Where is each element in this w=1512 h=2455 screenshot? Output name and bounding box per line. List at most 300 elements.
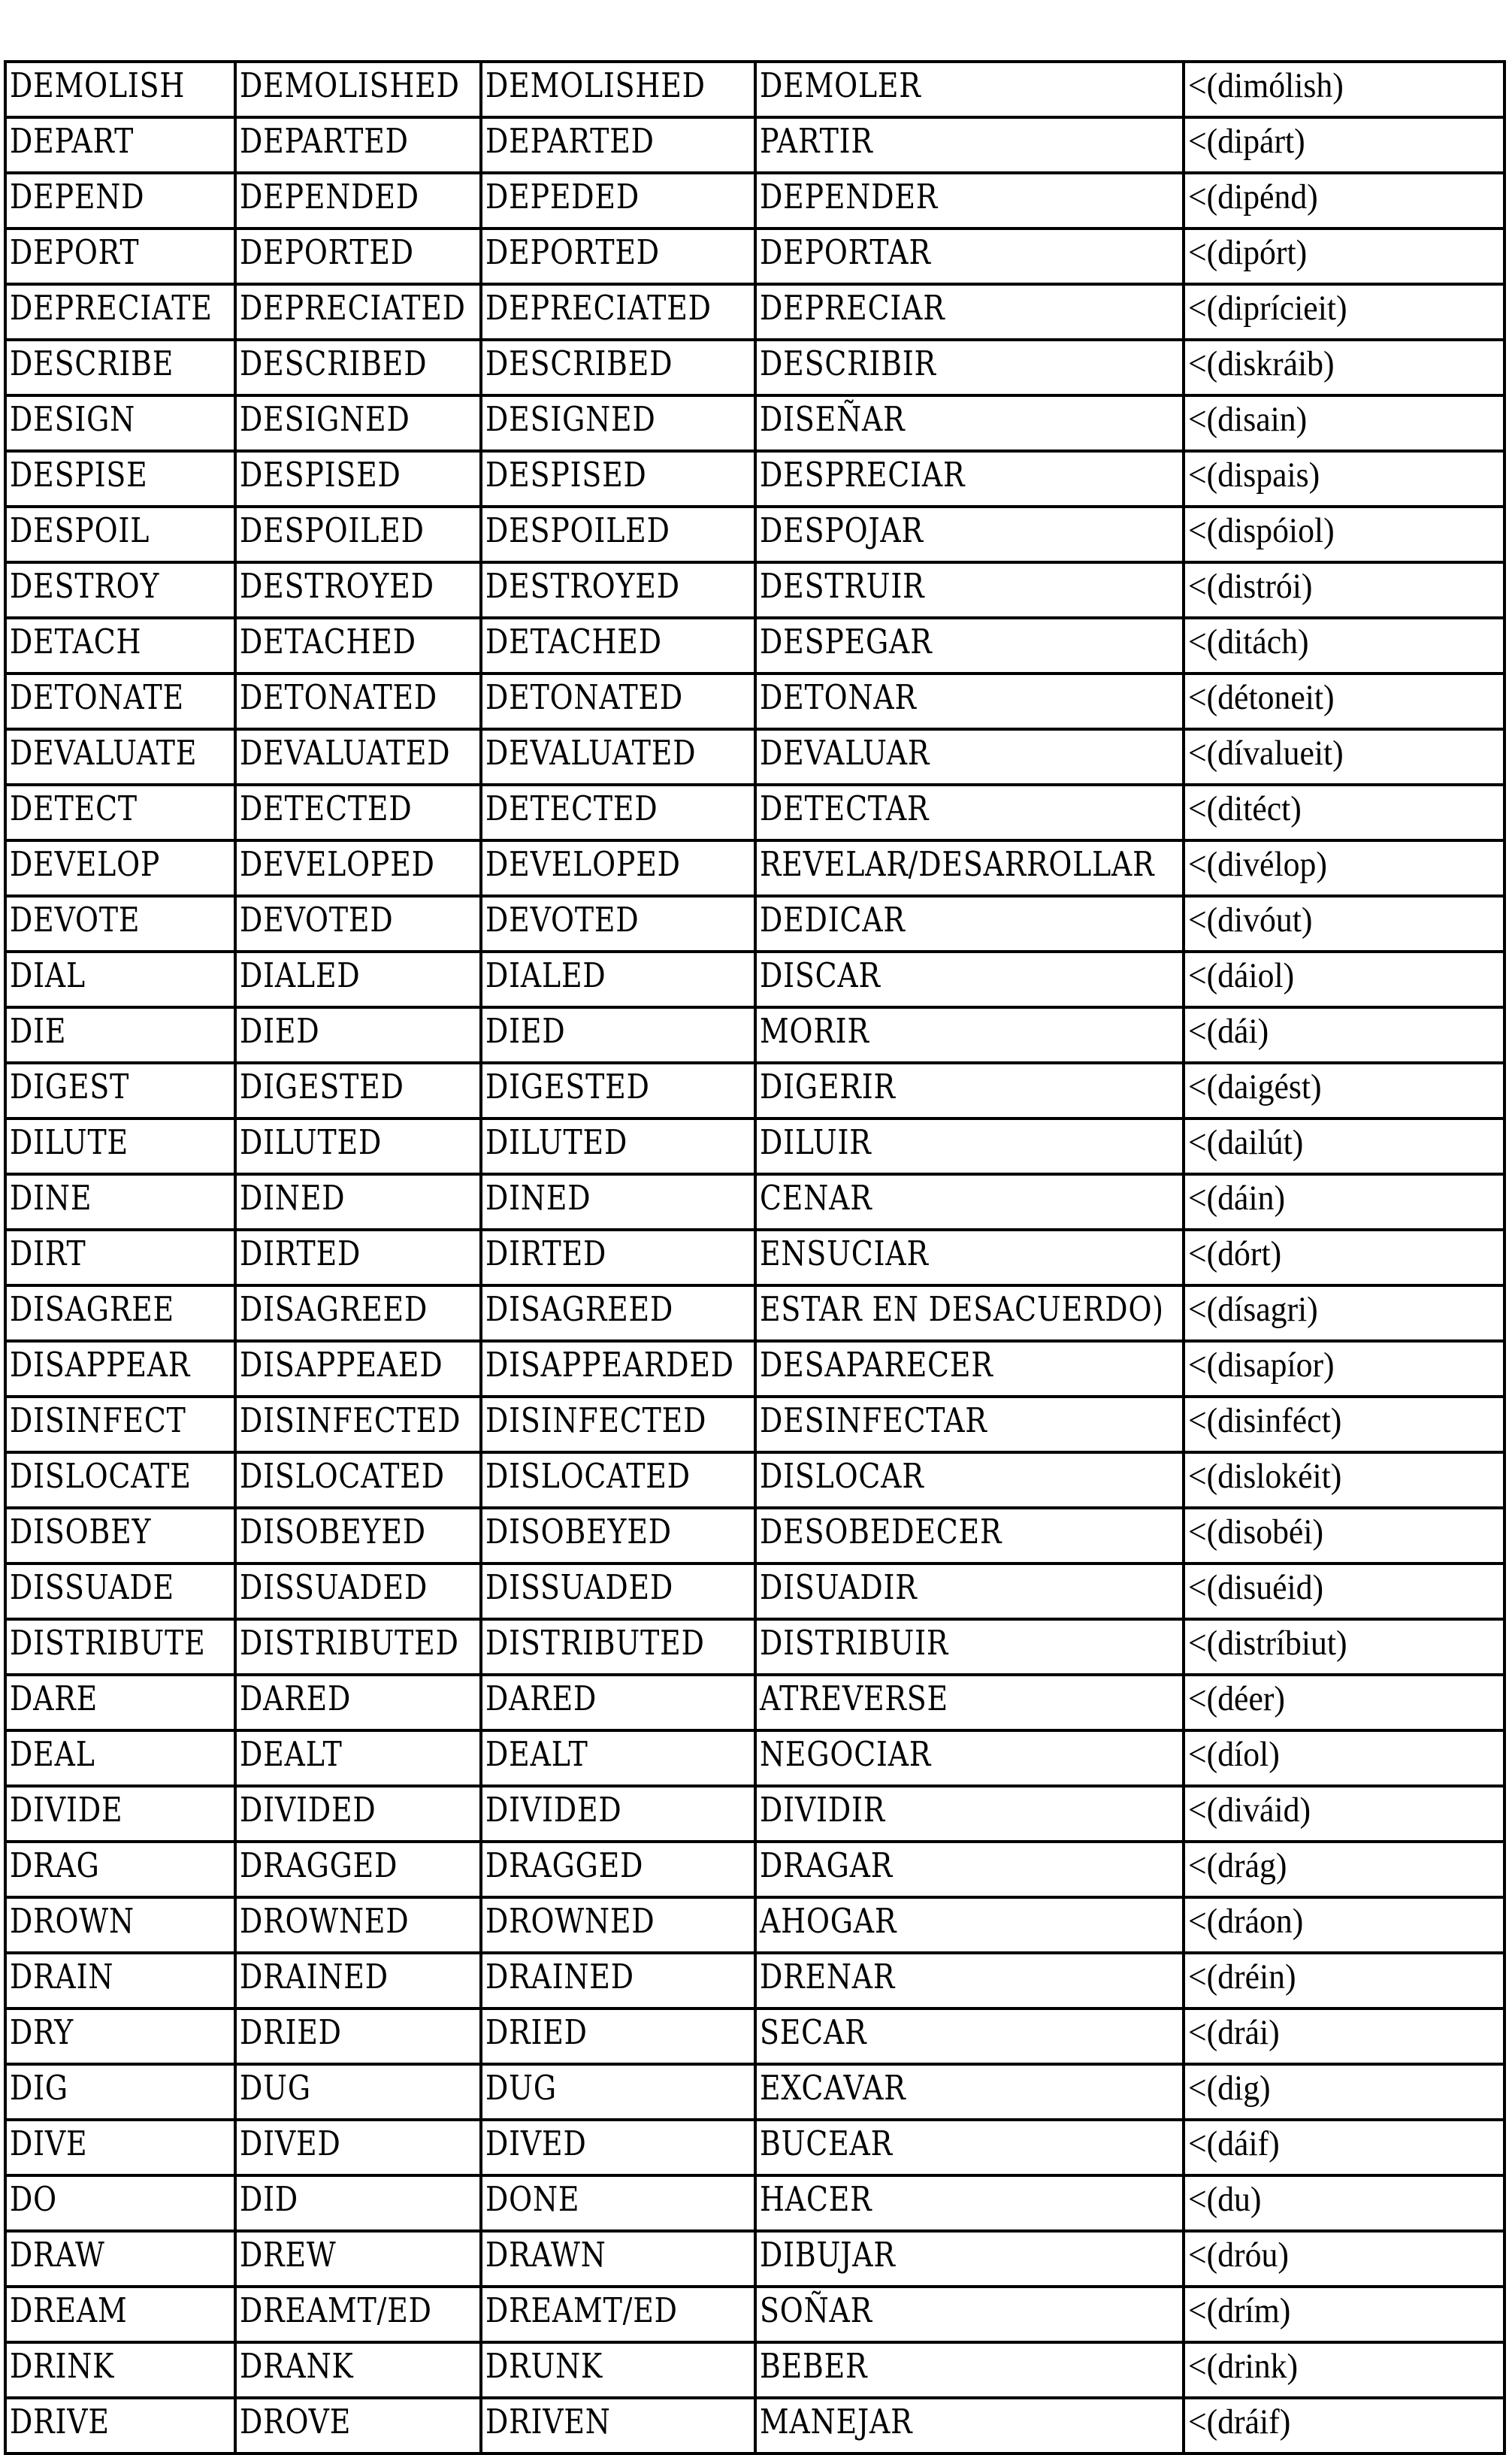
cell-past-simple (235, 729, 481, 785)
past-simple-text: DEPENDED (240, 177, 419, 216)
past-simple-text: DINED (240, 1178, 346, 1218)
cell-pronunciation (1184, 729, 1504, 785)
cell-past-participle (481, 1285, 755, 1341)
past-simple-text: DISTRIBUTED (240, 1623, 459, 1663)
table-row (5, 2008, 1504, 2064)
spanish-translation-text: DISLOCAR (760, 1456, 924, 1496)
spanish-translation-text: MANEJAR (760, 2402, 913, 2441)
table-row (5, 173, 1504, 229)
table-row (5, 2064, 1504, 2120)
cell-base-form (5, 2120, 235, 2175)
cell-spanish-translation (755, 1508, 1184, 1564)
base-form-text: DINE (10, 1178, 92, 1218)
table-row (5, 1341, 1504, 1397)
cell-past-simple (235, 2064, 481, 2120)
table-row (5, 1285, 1504, 1341)
pronunciation-text: <(dispais) (1188, 455, 1320, 495)
spanish-translation-text: DESINFECTAR (760, 1400, 987, 1440)
past-simple-text: DIVIDED (240, 1790, 376, 1830)
cell-base-form (5, 1007, 235, 1063)
cell-base-form (5, 1174, 235, 1230)
spanish-translation-text: DESPOJAR (760, 510, 924, 550)
cell-spanish-translation (755, 2231, 1184, 2287)
cell-pronunciation (1184, 229, 1504, 284)
spanish-translation-text: EXCAVAR (760, 2068, 906, 2108)
past-simple-text: DISSUADED (240, 1567, 428, 1607)
spanish-translation-text: PARTIR (760, 121, 873, 161)
base-form-text: DESTROY (10, 566, 160, 606)
cell-past-simple (235, 2231, 481, 2287)
spanish-translation-text: DIBUJAR (760, 2235, 896, 2275)
spanish-translation-text: DESTRUIR (760, 566, 925, 606)
base-form-text: DISINFECT (10, 1400, 186, 1440)
cell-pronunciation (1184, 2287, 1504, 2342)
spanish-translation-text: DESPEGAR (760, 622, 933, 661)
cell-pronunciation (1184, 507, 1504, 562)
past-simple-text: DUG (240, 2068, 311, 2108)
cell-past-simple (235, 1285, 481, 1341)
spanish-translation-text: DEDICAR (760, 900, 906, 940)
table-row (5, 2287, 1504, 2342)
cell-base-form (5, 840, 235, 896)
base-form-text: DIE (10, 1011, 67, 1051)
base-form-text: DEMOLISH (10, 65, 186, 105)
base-form-text: DEPART (10, 121, 135, 161)
pronunciation-text: <(dráif) (1188, 2402, 1291, 2441)
past-participle-text: DINED (485, 1178, 591, 1218)
cell-spanish-translation (755, 618, 1184, 674)
base-form-text: DEVELOP (10, 844, 161, 884)
cell-past-participle (481, 1730, 755, 1786)
past-participle-text: DISINFECTED (485, 1400, 707, 1440)
spanish-translation-text: DRAGAR (760, 1845, 894, 1885)
cell-past-participle (481, 1063, 755, 1119)
past-participle-text: DEVOTED (485, 900, 640, 940)
cell-spanish-translation (755, 674, 1184, 729)
pronunciation-text: <(dipárt) (1188, 121, 1305, 161)
base-form-text: DIGEST (10, 1067, 130, 1106)
past-simple-text: DRAINED (240, 1957, 389, 1996)
past-participle-text: DROWNED (485, 1901, 655, 1941)
cell-spanish-translation (755, 1842, 1184, 1897)
cell-past-simple (235, 562, 481, 618)
base-form-text: DRY (10, 2012, 74, 2052)
cell-past-participle (481, 1564, 755, 1619)
pronunciation-text: <(dig) (1188, 2068, 1271, 2108)
past-simple-text: DEPRECIATED (240, 288, 466, 328)
pronunciation-text: <(distríbiut) (1188, 1623, 1347, 1663)
verb-table-sheet (4, 60, 1503, 2455)
cell-spanish-translation (755, 840, 1184, 896)
cell-base-form (5, 618, 235, 674)
past-simple-text: DREW (240, 2235, 337, 2275)
cell-past-simple (235, 1786, 481, 1842)
past-participle-text: DRAINED (485, 1957, 634, 1996)
cell-pronunciation (1184, 896, 1504, 952)
pronunciation-text: <(dáiol) (1188, 955, 1295, 995)
cell-base-form (5, 1397, 235, 1452)
pronunciation-text: <(díol) (1188, 1734, 1280, 1774)
cell-past-participle (481, 1508, 755, 1564)
spanish-translation-text: SECAR (760, 2012, 867, 2052)
table-row (5, 395, 1504, 451)
table-row (5, 562, 1504, 618)
cell-past-participle (481, 2008, 755, 2064)
cell-base-form (5, 1063, 235, 1119)
cell-pronunciation (1184, 117, 1504, 173)
pronunciation-text: <(déer) (1188, 1679, 1285, 1718)
cell-spanish-translation (755, 284, 1184, 340)
past-participle-text: DEPARTED (485, 121, 655, 161)
past-simple-text: DRIED (240, 2012, 342, 2052)
past-participle-text: DESCRIBED (485, 344, 673, 383)
cell-spanish-translation (755, 2287, 1184, 2342)
pronunciation-text: <(dimólish) (1188, 65, 1344, 105)
past-simple-text: DRANK (240, 2346, 354, 2386)
past-participle-text: DISLOCATED (485, 1456, 691, 1496)
table-row (5, 785, 1504, 840)
table-row (5, 1119, 1504, 1174)
cell-base-form (5, 1953, 235, 2008)
table-row (5, 229, 1504, 284)
cell-past-simple (235, 2287, 481, 2342)
cell-spanish-translation (755, 1675, 1184, 1730)
pronunciation-text: <(du) (1188, 2179, 1262, 2219)
cell-past-simple (235, 674, 481, 729)
cell-past-participle (481, 229, 755, 284)
cell-past-simple (235, 1063, 481, 1119)
table-row (5, 2120, 1504, 2175)
cell-past-participle (481, 2120, 755, 2175)
table-row (5, 1730, 1504, 1786)
table-row (5, 1675, 1504, 1730)
pronunciation-text: <(divóut) (1188, 900, 1313, 940)
past-simple-text: DILUTED (240, 1122, 383, 1162)
cell-past-participle (481, 173, 755, 229)
pronunciation-text: <(dipénd) (1188, 177, 1318, 216)
cell-past-participle (481, 1174, 755, 1230)
base-form-text: DESIGN (10, 399, 136, 439)
cell-spanish-translation (755, 562, 1184, 618)
cell-pronunciation (1184, 1285, 1504, 1341)
pronunciation-text: <(disain) (1188, 399, 1308, 439)
cell-past-participle (481, 395, 755, 451)
cell-past-simple (235, 1508, 481, 1564)
cell-base-form (5, 284, 235, 340)
past-participle-text: DIALED (485, 955, 606, 995)
cell-spanish-translation (755, 117, 1184, 173)
past-simple-text: DEPARTED (240, 121, 409, 161)
cell-past-participle (481, 2231, 755, 2287)
cell-base-form (5, 2008, 235, 2064)
table-row (5, 896, 1504, 952)
past-simple-text: DEMOLISHED (240, 65, 460, 105)
past-participle-text: DIVIDED (485, 1790, 622, 1830)
spanish-translation-text: REVELAR/DESARROLLAR (760, 844, 1155, 884)
cell-spanish-translation (755, 1564, 1184, 1619)
pronunciation-text: <(drink) (1188, 2346, 1299, 2386)
past-simple-text: DEVELOPED (240, 844, 435, 884)
cell-spanish-translation (755, 1230, 1184, 1285)
cell-base-form (5, 1564, 235, 1619)
cell-spanish-translation (755, 173, 1184, 229)
spanish-translation-text: NEGOCIAR (760, 1734, 932, 1774)
cell-spanish-translation (755, 2342, 1184, 2398)
cell-base-form (5, 2398, 235, 2453)
cell-pronunciation (1184, 62, 1504, 117)
cell-past-participle (481, 840, 755, 896)
spanish-translation-text: DESAPARECER (760, 1345, 993, 1385)
spanish-translation-text: ENSUCIAR (760, 1234, 929, 1273)
past-simple-text: DEALT (240, 1734, 343, 1774)
cell-spanish-translation (755, 1341, 1184, 1397)
table-row (5, 1007, 1504, 1063)
past-participle-text: DISSUADED (485, 1567, 674, 1607)
cell-past-simple (235, 173, 481, 229)
cell-past-simple (235, 1953, 481, 2008)
cell-pronunciation (1184, 1508, 1504, 1564)
cell-past-simple (235, 1341, 481, 1397)
past-simple-text: DEVOTED (240, 900, 394, 940)
pronunciation-text: <(dislokéit) (1188, 1456, 1342, 1496)
table-row (5, 340, 1504, 395)
base-form-text: DESPOIL (10, 510, 150, 550)
cell-spanish-translation (755, 2175, 1184, 2231)
cell-past-simple (235, 1675, 481, 1730)
cell-past-simple (235, 1230, 481, 1285)
pronunciation-text: <(détoneit) (1188, 677, 1335, 717)
cell-past-simple (235, 2398, 481, 2453)
cell-past-participle (481, 284, 755, 340)
cell-base-form (5, 2231, 235, 2287)
pronunciation-text: <(dailút) (1188, 1122, 1304, 1162)
pronunciation-text: <(drág) (1188, 1845, 1287, 1885)
table-row (5, 674, 1504, 729)
cell-base-form (5, 1730, 235, 1786)
pronunciation-text: <(dipórt) (1188, 232, 1308, 272)
past-simple-text: DIALED (240, 955, 361, 995)
past-simple-text: DISLOCATED (240, 1456, 445, 1496)
cell-past-simple (235, 2175, 481, 2231)
table-row (5, 1619, 1504, 1675)
cell-spanish-translation (755, 2398, 1184, 2453)
past-participle-text: DEVALUATED (485, 733, 697, 773)
base-form-text: DISTRIBUTE (10, 1623, 206, 1663)
past-participle-text: DRUNK (485, 2346, 603, 2386)
past-simple-text: DARED (240, 1679, 352, 1718)
cell-base-form (5, 1452, 235, 1508)
cell-past-simple (235, 284, 481, 340)
spanish-translation-text: CENAR (760, 1178, 872, 1218)
spanish-translation-text: MORIR (760, 1011, 869, 1051)
table-row (5, 2175, 1504, 2231)
base-form-text: DEPRECIATE (10, 288, 213, 328)
cell-pronunciation (1184, 2008, 1504, 2064)
cell-past-simple (235, 1452, 481, 1508)
cell-pronunciation (1184, 1174, 1504, 1230)
cell-base-form (5, 117, 235, 173)
cell-spanish-translation (755, 395, 1184, 451)
past-participle-text: DIRTED (485, 1234, 607, 1273)
cell-pronunciation (1184, 1564, 1504, 1619)
pronunciation-text: <(drái) (1188, 2012, 1280, 2052)
pronunciation-text: <(dái) (1188, 1011, 1269, 1051)
past-simple-text: DISAGREED (240, 1289, 428, 1329)
table-row (5, 952, 1504, 1007)
table-row (5, 1786, 1504, 1842)
cell-pronunciation (1184, 1063, 1504, 1119)
spanish-translation-text: DEVALUAR (760, 733, 930, 773)
pronunciation-text: <(diskráib) (1188, 344, 1335, 383)
spanish-translation-text: ESTAR EN DESACUERDO) (760, 1289, 1164, 1329)
cell-spanish-translation (755, 896, 1184, 952)
cell-spanish-translation (755, 1452, 1184, 1508)
cell-past-participle (481, 451, 755, 507)
cell-base-form (5, 952, 235, 1007)
cell-past-simple (235, 1119, 481, 1174)
cell-pronunciation (1184, 340, 1504, 395)
past-participle-text: DISAGREED (485, 1289, 674, 1329)
past-participle-text: DREAMT/ED (485, 2290, 678, 2330)
past-simple-text: DID (240, 2179, 299, 2219)
cell-pronunciation (1184, 1007, 1504, 1063)
table-row (5, 2231, 1504, 2287)
cell-past-participle (481, 62, 755, 117)
past-simple-text: DETACHED (240, 622, 416, 661)
cell-past-participle (481, 729, 755, 785)
cell-past-simple (235, 2120, 481, 2175)
cell-past-participle (481, 1897, 755, 1953)
spanish-translation-text: DETONAR (760, 677, 917, 717)
cell-spanish-translation (755, 507, 1184, 562)
base-form-text: DISLOCATE (10, 1456, 192, 1496)
past-simple-text: DESPISED (240, 455, 401, 495)
pronunciation-text: <(dáin) (1188, 1178, 1286, 1218)
cell-pronunciation (1184, 1675, 1504, 1730)
past-simple-text: DESTROYED (240, 566, 434, 606)
table-row (5, 618, 1504, 674)
table-row (5, 1564, 1504, 1619)
cell-base-form (5, 2342, 235, 2398)
past-participle-text: DESIGNED (485, 399, 656, 439)
cell-pronunciation (1184, 1119, 1504, 1174)
table-row (5, 1174, 1504, 1230)
spanish-translation-text: DEPORTAR (760, 232, 931, 272)
cell-base-form (5, 1619, 235, 1675)
past-participle-text: DISOBEYED (485, 1512, 672, 1551)
base-form-text: DEPORT (10, 232, 140, 272)
cell-past-participle (481, 1619, 755, 1675)
past-participle-text: DETONATED (485, 677, 684, 717)
cell-spanish-translation (755, 229, 1184, 284)
base-form-text: DESPISE (10, 455, 148, 495)
base-form-text: DRINK (10, 2346, 115, 2386)
past-simple-text: DROVE (240, 2402, 352, 2441)
past-participle-text: DRIVEN (485, 2402, 611, 2441)
table-row (5, 117, 1504, 173)
cell-pronunciation (1184, 840, 1504, 896)
past-simple-text: DIVED (240, 2124, 341, 2163)
cell-base-form (5, 395, 235, 451)
spanish-translation-text: DISCAR (760, 955, 881, 995)
cell-base-form (5, 173, 235, 229)
cell-spanish-translation (755, 1174, 1184, 1230)
past-simple-text: DESPOILED (240, 510, 425, 550)
cell-pronunciation (1184, 952, 1504, 1007)
past-participle-text: DIED (485, 1011, 566, 1051)
past-participle-text: DRAWN (485, 2235, 606, 2275)
spanish-translation-text: HACER (760, 2179, 872, 2219)
past-simple-text: DIGESTED (240, 1067, 404, 1106)
table-row (5, 840, 1504, 896)
pronunciation-text: <(disapíor) (1188, 1345, 1335, 1385)
past-participle-text: DONE (485, 2179, 580, 2219)
pronunciation-text: <(ditéct) (1188, 789, 1302, 828)
spanish-translation-text: DISUADIR (760, 1567, 918, 1607)
table-row (5, 2342, 1504, 2398)
cell-pronunciation (1184, 1452, 1504, 1508)
cell-past-participle (481, 1786, 755, 1842)
cell-spanish-translation (755, 785, 1184, 840)
cell-pronunciation (1184, 2120, 1504, 2175)
cell-past-simple (235, 896, 481, 952)
base-form-text: DETONATE (10, 677, 184, 717)
base-form-text: DIRT (10, 1234, 86, 1273)
cell-past-participle (481, 1230, 755, 1285)
base-form-text: DEAL (10, 1734, 95, 1774)
cell-pronunciation (1184, 2398, 1504, 2453)
cell-past-participle (481, 1007, 755, 1063)
cell-spanish-translation (755, 1007, 1184, 1063)
cell-past-simple (235, 1897, 481, 1953)
cell-past-simple (235, 229, 481, 284)
base-form-text: DESCRIBE (10, 344, 174, 383)
cell-base-form (5, 451, 235, 507)
cell-spanish-translation (755, 62, 1184, 117)
cell-pronunciation (1184, 562, 1504, 618)
cell-past-simple (235, 1174, 481, 1230)
cell-past-simple (235, 840, 481, 896)
cell-pronunciation (1184, 1730, 1504, 1786)
cell-base-form (5, 1675, 235, 1730)
spanish-translation-text: DIVIDIR (760, 1790, 886, 1830)
cell-spanish-translation (755, 1397, 1184, 1452)
cell-past-simple (235, 507, 481, 562)
cell-spanish-translation (755, 2064, 1184, 2120)
cell-spanish-translation (755, 1063, 1184, 1119)
spanish-translation-text: AHOGAR (760, 1901, 897, 1941)
cell-past-participle (481, 1953, 755, 2008)
cell-base-form (5, 2064, 235, 2120)
base-form-text: DROWN (10, 1901, 135, 1941)
past-simple-text: DREAMT/ED (240, 2290, 432, 2330)
past-participle-text: DESTROYED (485, 566, 680, 606)
cell-base-form (5, 2287, 235, 2342)
base-form-text: DISAGREE (10, 1289, 175, 1329)
cell-past-participle (481, 2064, 755, 2120)
spanish-translation-text: BUCEAR (760, 2124, 893, 2163)
cell-spanish-translation (755, 1619, 1184, 1675)
past-simple-text: DIED (240, 1011, 320, 1051)
cell-spanish-translation (755, 2008, 1184, 2064)
spanish-translation-text: DILUIR (760, 1122, 872, 1162)
spanish-translation-text: DISTRIBUIR (760, 1623, 949, 1663)
past-participle-text: DETECTED (485, 789, 658, 828)
cell-pronunciation (1184, 1341, 1504, 1397)
cell-pronunciation (1184, 785, 1504, 840)
cell-spanish-translation (755, 1119, 1184, 1174)
pronunciation-text: <(dáif) (1188, 2124, 1280, 2163)
